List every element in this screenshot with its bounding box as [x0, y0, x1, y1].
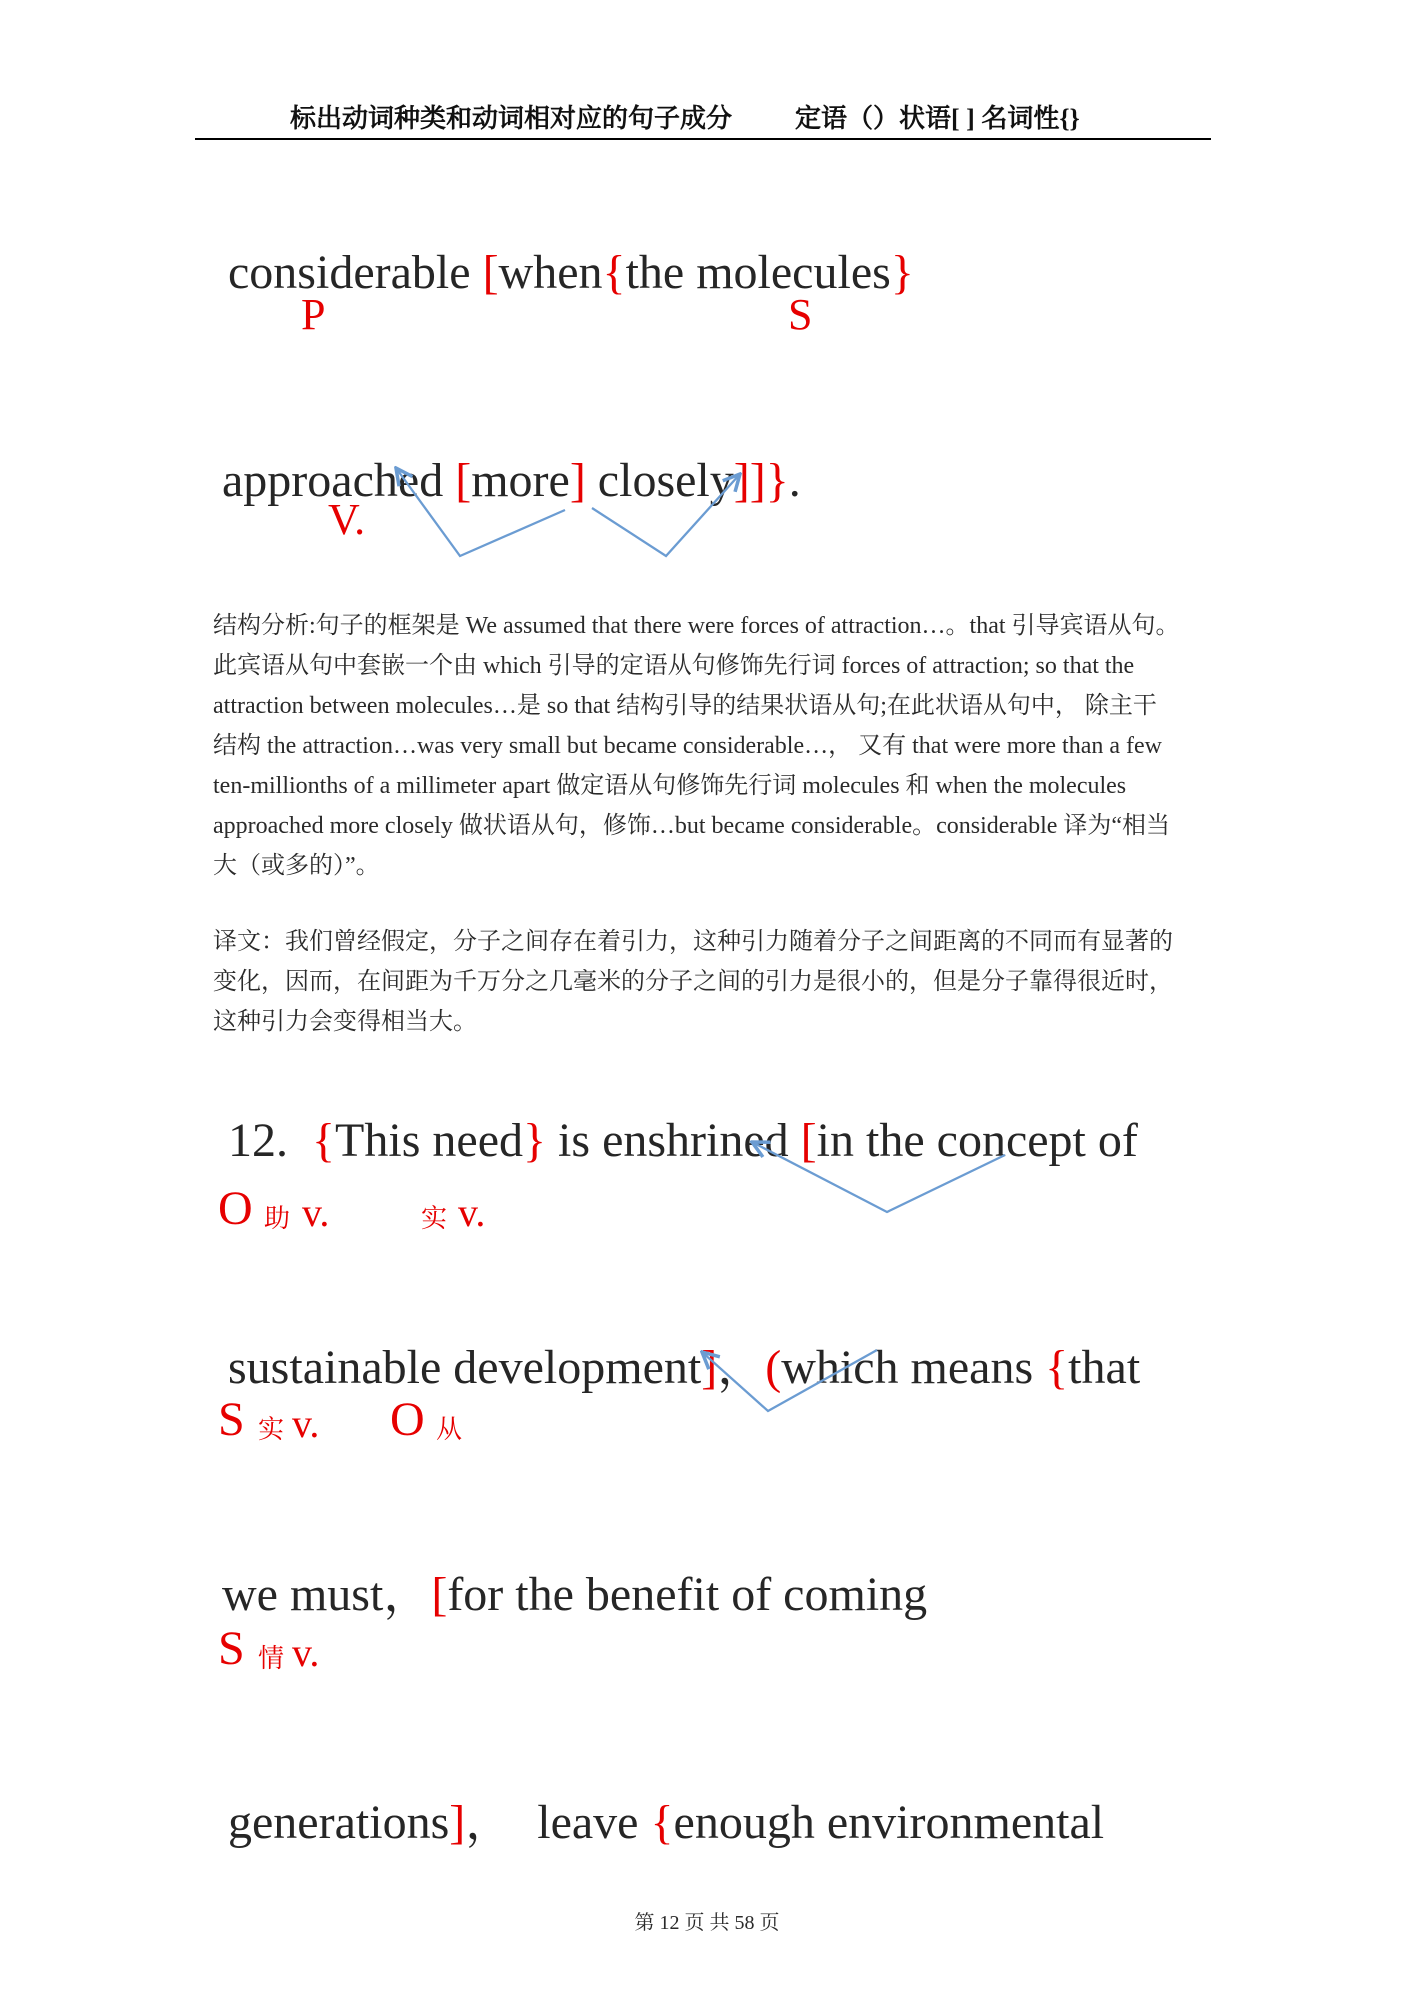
closing-brackets: ]]} [733, 454, 789, 508]
label-notional-shi: 实 [258, 1415, 285, 1444]
structure-analysis-paragraph [213, 606, 1253, 886]
text-segment: more [471, 454, 570, 508]
label-clause-cong: 从 [436, 1415, 463, 1444]
label-verb-v: v. [292, 1401, 320, 1446]
analysis-line: approached more closely 做状语从句，修饰…but became considerable。considerable 译为“相当 [213, 813, 1171, 839]
label-modal-qing: 情 [258, 1644, 285, 1673]
analysis-line: attraction between molecules…是 so that 结构引导的结果状语从句;在此状语从句中， 除主干 [213, 693, 1157, 719]
text-segment: sustainable development [228, 1341, 702, 1395]
label-predicate-p: P [301, 290, 326, 339]
label-verb-v: V. [328, 495, 366, 544]
adverbial-bracket-close: ] [449, 1796, 466, 1850]
sentence11-line1 [204, 190, 914, 300]
sentence12-line3 [198, 1512, 927, 1622]
translation-paragraph [213, 922, 1253, 1042]
label-verb-v: v. [302, 1190, 330, 1235]
text-segment: approached [222, 454, 456, 508]
text-segment: considerable [228, 246, 483, 300]
analysis-line: 结构 the attraction…was very small but became considerable…， 又有 that were more than a few [213, 733, 1163, 759]
adverbial-bracket-open: [ [482, 246, 499, 300]
adverbial-bracket-close: ] [701, 1341, 718, 1395]
text-segment: is enshrined [546, 1114, 801, 1168]
nominal-brace-open: { [1045, 1341, 1069, 1395]
adverbial-bracket-open: [ [800, 1114, 817, 1168]
comma: ， [717, 1341, 766, 1395]
header-instruction: 标出动词种类和动词相对应的句子成分 [290, 104, 733, 133]
text-segment: in the concept of [816, 1114, 1138, 1168]
label-subject-s: S [218, 1393, 245, 1446]
text-segment: that [1068, 1341, 1141, 1395]
analysis-line: 此宾语从句中套嵌一个由 which 引导的定语从句修饰先行词 forces of attraction; so that the [213, 653, 1135, 679]
header-legend: 定语（）状语[ ] 名词性{} [795, 104, 1080, 133]
label-auxiliary-zhu: 助 [264, 1204, 291, 1233]
nominal-brace-open: { [650, 1796, 674, 1850]
label-subject-s: S [788, 290, 813, 339]
item-number: 12. [228, 1114, 312, 1168]
label-object-o: O [390, 1393, 425, 1446]
adverbial-bracket-open: [ [431, 1568, 448, 1622]
text-segment: we must， [222, 1568, 432, 1622]
label-verb-v: v. [292, 1630, 320, 1675]
text-segment: the molecules [625, 246, 891, 300]
header-rule [195, 138, 1211, 140]
label-subject-s: S [218, 1622, 245, 1675]
text-segment: for the benefit of coming [447, 1568, 928, 1622]
text-segment: closely [585, 454, 734, 508]
translation-line: 这种引力会变得相当大。 [213, 1009, 477, 1035]
analysis-line: 大（或多的）”。 [213, 853, 380, 879]
label-verb-v: v. [458, 1190, 486, 1235]
label-object-o: O [218, 1182, 253, 1235]
text-segment: which means [781, 1341, 1046, 1395]
text-segment: when [498, 246, 603, 300]
text-segment: ， leave [465, 1796, 651, 1850]
page-number-footer: 第 12 页 共 58 页 [634, 1912, 780, 1934]
nominal-brace-open: { [602, 246, 626, 300]
text-segment: generations [228, 1796, 450, 1850]
analysis-line: ten-millionths of a millimeter apart 做定语从句修饰先行词 molecules 和 when the molecules [213, 773, 1127, 799]
translation-line: 变化，因而，在间距为千万分之几毫米的分子之间的引力是很小的，但是分子靠得很近时， [213, 969, 1173, 995]
sentence11-line2 [198, 398, 801, 508]
sentence12-line2 [204, 1285, 1140, 1395]
attributive-paren-open: ( [765, 1341, 782, 1395]
text-segment: This need [335, 1114, 523, 1168]
analysis-line: 结构分析:句子的框架是 We assumed that there were forces of attraction…。that 引导宾语从句。 [213, 613, 1180, 639]
adverbial-bracket-open: [ [455, 454, 472, 508]
nominal-brace-close: } [523, 1114, 547, 1168]
sentence12-line1 [204, 1058, 1138, 1168]
nominal-brace-close: } [890, 246, 914, 300]
label-notional-shi: 实 [421, 1204, 448, 1233]
translation-line: 译文：我们曾经假定，分子之间存在着引力，这种引力随着分子之间距离的不同而有显著的 [213, 929, 1173, 955]
text-segment: enough environmental [673, 1796, 1105, 1850]
sentence12-line4 [204, 1740, 1104, 1850]
adverbial-bracket-close: ] [569, 454, 586, 508]
period: . [788, 454, 801, 508]
nominal-brace-open: { [312, 1114, 336, 1168]
